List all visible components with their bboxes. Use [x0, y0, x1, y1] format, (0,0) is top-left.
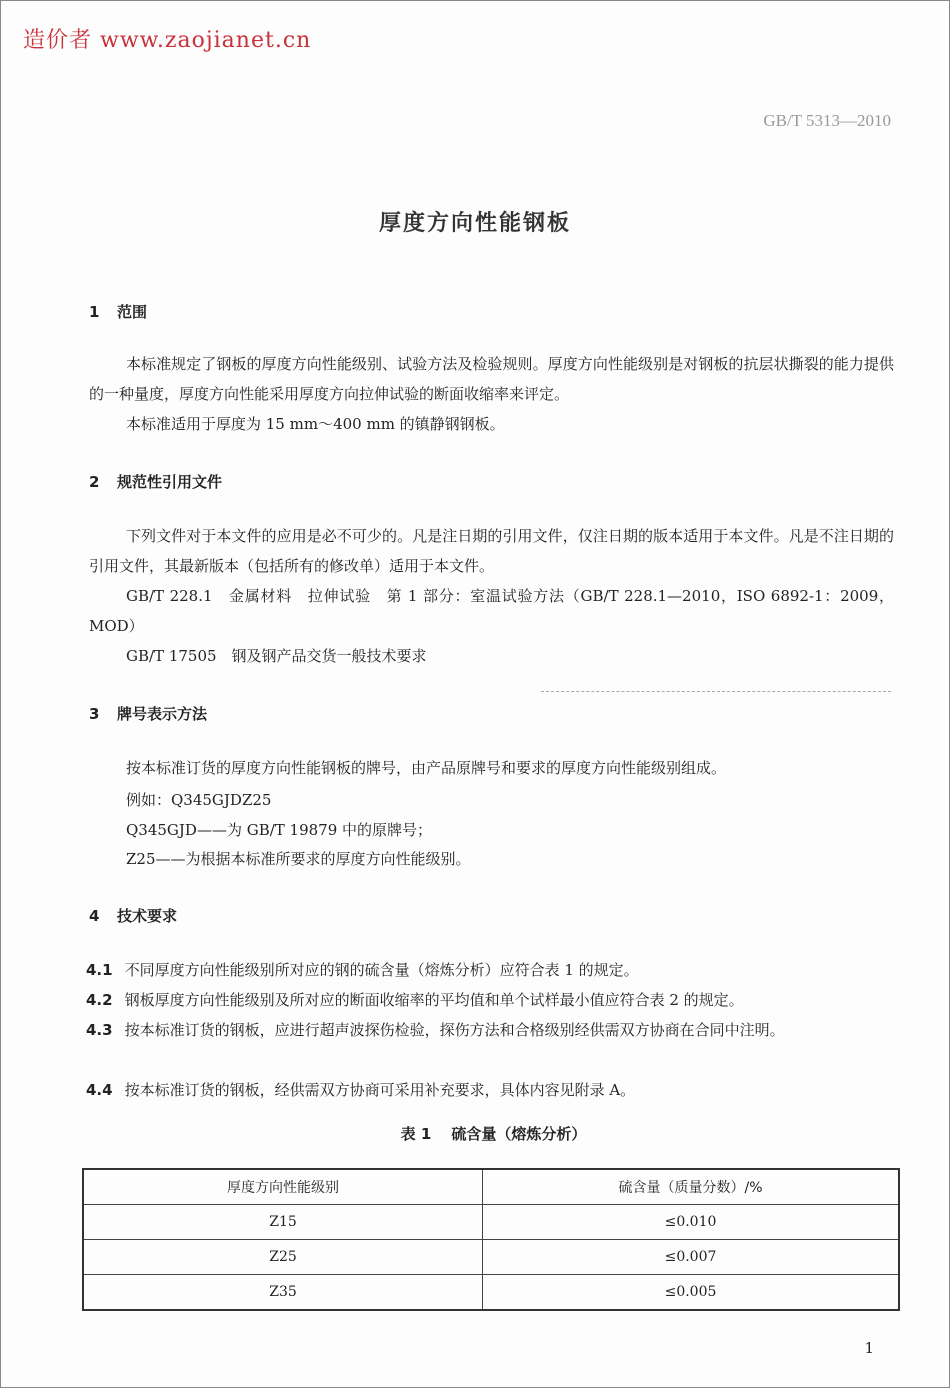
section-title: 技术要求 [117, 907, 178, 925]
sulfur-cell: ≤0.010 [483, 1205, 900, 1240]
clause-number: 4.1 [86, 961, 113, 979]
clause-number: 4.2 [86, 991, 113, 1009]
table-row [83, 1275, 899, 1311]
section-4-heading [89, 905, 177, 926]
section-number: 3 [89, 705, 100, 723]
watermark: 造价者 www.zaojianet.cn [23, 28, 312, 53]
section-2-heading [89, 471, 222, 492]
table-row [83, 1240, 899, 1275]
clause-4-2 [86, 985, 896, 1015]
clause-4-3 [86, 1015, 896, 1045]
section-3-heading [89, 703, 207, 724]
clause-text: 钢板厚度方向性能级别及所对应的断面收缩率的平均值和单个试样最小值应符合表 2 的规定。 [124, 991, 744, 1009]
section-1-paragraph-2: 本标准适用于厚度为 15 mm～400 mm 的镇静钢钢板。 [126, 415, 505, 433]
section-number: 2 [89, 473, 100, 491]
designation-explanation-2: Z25——为根据本标准所要求的厚度方向性能级别。 [126, 850, 471, 868]
table-number: 表 1 [400, 1125, 432, 1143]
section-1-heading [89, 301, 147, 322]
grade-cell: Z25 [83, 1240, 483, 1275]
column-header-grade: 厚度方向性能级别 [83, 1169, 483, 1205]
column-header-sulfur: 硫含量（质量分数）/% [483, 1169, 900, 1205]
section-1-paragraph-1: 本标准规定了钢板的厚度方向性能级别、试验方法及检验规则。厚度方向性能级别是对钢板的抗层状撕裂的能力提供的一种量度，厚度方向性能采用厚度方向拉伸试验的断面收缩率来评定。 [89, 355, 894, 403]
section-number: 1 [89, 303, 100, 321]
section-2-paragraph-1: 下列文件对于本文件的应用是必不可少的。凡是注日期的引用文件，仅注日期的版本适用于本文件。凡是不注日期的引用文件，其最新版本（包括所有的修改单）适用于本文件。 [89, 527, 894, 575]
table-header-row [83, 1169, 899, 1205]
section-3-paragraph-1: 按本标准订货的厚度方向性能钢板的牌号，由产品原牌号和要求的厚度方向性能级别组成。 [126, 759, 727, 777]
page-number: 1 [864, 1339, 874, 1357]
sulfur-content-table [82, 1168, 900, 1311]
section-title: 范围 [117, 303, 148, 321]
clause-4-4 [86, 1075, 896, 1105]
table-title: 硫含量（熔炼分析） [451, 1125, 587, 1143]
normative-reference-2: GB/T 17505 钢及钢产品交货一般技术要求 [126, 647, 427, 665]
table-1-caption [1, 1123, 950, 1144]
clause-4-1 [86, 955, 896, 985]
page-title: 厚度方向性能钢板 [378, 211, 571, 236]
designation-explanation-1: Q345GJD——为 GB/T 19879 中的原牌号； [126, 821, 433, 839]
grade-cell: Z15 [83, 1205, 483, 1240]
section-title: 规范性引用文件 [117, 473, 223, 491]
normative-reference-1: GB/T 228.1 金属材料 拉伸试验 第 1 部分：室温试验方法（GB/T 228.1—2010，ISO 6892-1：2009，MOD） [89, 587, 894, 635]
table-row [83, 1205, 899, 1240]
clause-text: 不同厚度方向性能级别所对应的钢的硫含量（熔炼分析）应符合表 1 的规定。 [124, 961, 639, 979]
sulfur-cell: ≤0.007 [483, 1240, 900, 1275]
clause-text: 按本标准订货的钢板，经供需双方协商可采用补充要求，具体内容见附录 A。 [124, 1081, 636, 1099]
standard-code: GB/T 5313—2010 [763, 111, 891, 130]
section-title: 牌号表示方法 [117, 705, 208, 723]
scan-artifact-dashes [541, 691, 891, 696]
clause-number: 4.4 [86, 1081, 113, 1099]
clause-text: 按本标准订货的钢板，应进行超声波探伤检验，探伤方法和合格级别经供需双方协商在合同中注明。 [124, 1021, 785, 1039]
section-number: 4 [89, 907, 100, 925]
clause-number: 4.3 [86, 1021, 113, 1039]
designation-example: 例如：Q345GJDZ25 [126, 791, 272, 809]
sulfur-cell: ≤0.005 [483, 1275, 900, 1311]
grade-cell: Z35 [83, 1275, 483, 1311]
